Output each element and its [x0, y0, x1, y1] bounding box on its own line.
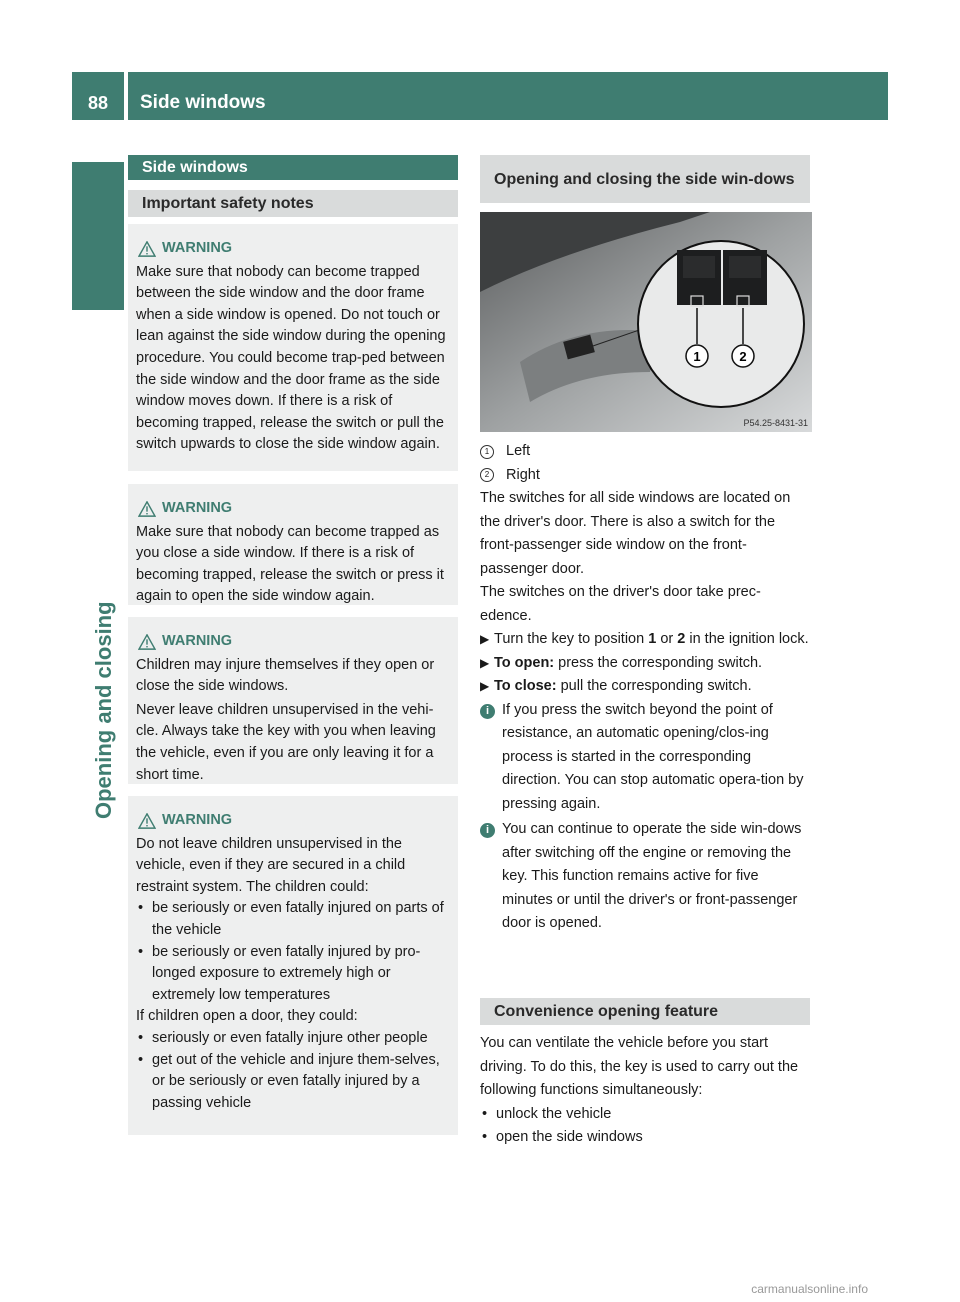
warning-triangle-icon — [138, 241, 156, 257]
warning-text: Make sure that nobody can become trapped as you close a side window. If there is a risk of becoming trapped, release the switch or press it again to open the side window again. — [136, 523, 444, 605]
warning-box-2 — [128, 484, 458, 605]
warning-text: Do not leave children unsupervised in the vehicle, even if they are secured in a child restraint system. The children could: — [136, 835, 406, 895]
door-panel-image — [480, 212, 812, 432]
warning-triangle-icon — [138, 813, 156, 829]
list-item: • seriously or even fatally injure other people — [138, 1029, 428, 1046]
info-icon: i — [480, 704, 495, 719]
warning-label: WARNING — [162, 240, 233, 256]
step-arrow-icon: ▶ — [480, 679, 490, 693]
warning-label: WARNING — [162, 812, 233, 828]
page-title: Side windows — [140, 92, 266, 113]
list-item: • open the side windows — [482, 1129, 643, 1145]
warning-text: If children open a door, they could: — [136, 1008, 358, 1025]
watermark-footer: carmanualsonline.info — [751, 1282, 868, 1296]
image-code: P54.25-8431-31 — [743, 418, 808, 428]
page-number: 88 — [88, 93, 109, 113]
section-title-opening-closing: Opening and closing the side win-dows — [480, 155, 810, 203]
warning-text: Children may injure themselves if they open or close the side windows. — [136, 656, 435, 695]
list-item: • unlock the vehicle — [482, 1105, 612, 1122]
warning-header — [136, 810, 450, 832]
warning-box-4 — [128, 796, 458, 1135]
warning-box-1 — [128, 224, 458, 471]
warning-text: Never leave children unsupervised in the vehi-cle. Always take the key with you when leaving the vehicle, even if you are only leaving it for a short time. — [136, 701, 436, 783]
side-tab-label: Opening and closing — [91, 601, 116, 819]
door-switch-illustration — [480, 212, 812, 432]
warning-triangle-icon — [138, 634, 156, 650]
warning-text: Make sure that nobody can become trapped between the side window and the door frame when a side window is opened. Do not touch or lean against the side window during the opening procedure. You could become trap-ped between the side window and the door frame as the side window moves down. If there is a risk of becoming trapped, release the switch or pull the switch upwards to close the side window again. — [136, 263, 446, 453]
right-column-body — [480, 440, 812, 936]
callout-1: 1 — [693, 349, 701, 364]
side-tab-block — [72, 162, 124, 310]
info-icon: i — [480, 823, 495, 838]
callout-1-badge: 1 — [480, 445, 494, 459]
info-note: i You can continue to operate the side win-dows after switching off the engine or removing the key. This function remains active for five minutes or until the driver's or front-passenger door is opened. — [480, 818, 812, 936]
list-item: • be seriously or even fatally injured by pro-longed exposure to extremely high or extremely low temperatures — [138, 943, 421, 1003]
step-item: ▶ To open: press the corresponding switch. — [480, 652, 812, 676]
paragraph: You can ventilate the vehicle before you start driving. To do this, the key is used to carry out the following functions simultaneously: — [480, 1035, 799, 1098]
info-note: i If you press the switch beyond the point of resistance, an automatic opening/clos-ing process is started in the corresponding direction. You can stop automatic opera-tion by pressing again. — [480, 699, 812, 817]
list-item: • get out of the vehicle and injure them-selves, or be seriously or even fatally injured by a passing vehicle — [138, 1051, 440, 1111]
step-arrow-icon: ▶ — [480, 632, 490, 646]
warning-header — [136, 498, 450, 520]
page-number-bar — [72, 72, 124, 120]
step-item: ▶ Turn the key to position 1 or 2 in the ignition lock. — [480, 628, 812, 652]
warning-label: WARNING — [162, 500, 233, 516]
page-title-bar — [128, 72, 888, 120]
legend-item: 1 Left — [480, 440, 812, 464]
callout-2-badge: 2 — [480, 468, 494, 482]
section-title-convenience: Convenience opening feature — [480, 998, 810, 1025]
step-arrow-icon: ▶ — [480, 655, 490, 670]
warning-header — [136, 238, 450, 260]
paragraph: The switches on the driver's door take prec-edence. — [480, 584, 761, 624]
warning-triangle-icon — [138, 501, 156, 517]
convenience-body — [480, 1032, 812, 1150]
step-item: ▶ To close: pull the corresponding switch. — [480, 675, 812, 699]
warning-label: WARNING — [162, 633, 233, 649]
list-item: • be seriously or even fatally injured on parts of the vehicle — [138, 900, 444, 938]
legend-item: 2 Right — [480, 464, 812, 488]
warning-box-3 — [128, 617, 458, 784]
warning-header — [136, 631, 450, 653]
paragraph: The switches for all side windows are located on the driver's door. There is also a switch for the front-passenger side window on the front-passenger door. — [480, 490, 791, 577]
callout-2: 2 — [739, 349, 747, 364]
subsection-title-safety: Important safety notes — [128, 190, 458, 217]
section-title-side-windows: Side windows — [128, 155, 458, 180]
